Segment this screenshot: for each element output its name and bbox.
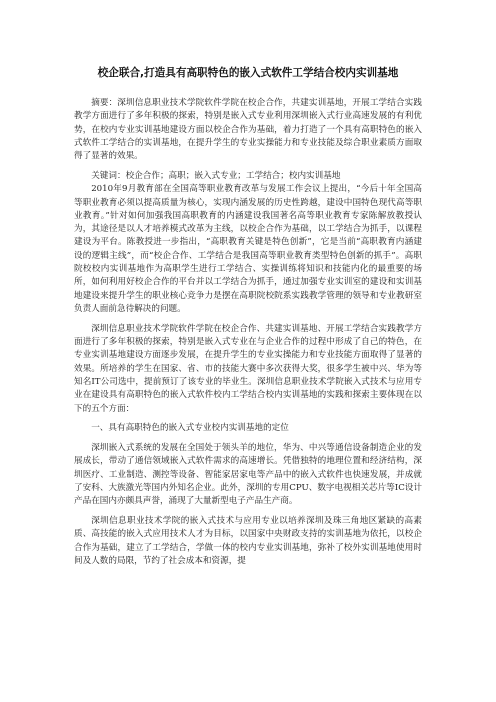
body-paragraph: 2010年9月教育部在全国高等职业教育改革与发展工作会议上提出，“今后十年全国高等职业教育必须以提高质量为核心，实现内涵发展的历史性跨越，建设中国特色现代高等职业教育。”针对如何加强我国高职教育的内涵建设我国著名高等职业教育专家陈解放教授认为，其途径是以人才培养模式改革为主线，以校企合作为基础，以工学结合为抓手，以课程建设为平台。陈教授进一步指出，“高职教育关键是特色创新”，它是当前“高职教育内涵建设的逻辑主线”，而“校企合作、工学结合是我国高等职业教育类型特色创新的抓手”。高职院校校内实训基地作为高职学生进行工学结合、实操训练将知识和技能内化的最重要的场所，如何利用好校企合作的平台并以工学结合为抓手，通过加强专业实训室的建设和实训基地建设来提升学生的职业核心竞争力是摆在高职院校院系实践教学管理的领导和专业教研室负责人面前急待解决的问题。: [74, 184, 422, 314]
body-paragraph: 深圳信息职业技术学院的嵌入式技术与应用专业以培养深圳及珠三角地区紧缺的高素质、高技能的嵌入式应用技术人才为目标，以国家中央财政支持的实训基地为依托，以校企合作为基础，建立了工学结合，学做一体的校内专业实训基地，弥补了校外实训基地使用时间及人数的局限，节约了社会成本和资源，提: [74, 516, 422, 566]
body-paragraph: 深圳信息职业技术学院软件学院在校企合作、共建实训基地、开展工学结合实践教学方面进行了多年积极的探索，特别是嵌入式专业在与企业合作的过程中形成了自己的特色，在专业实训基地建设方面逐步发展，在提升学生的专业实操能力和专业技能方面取得了显著的效果。所培养的学生在国家、省、市的技能大赛中多次获得大奖，很多学生被中兴、华为等知名IT公司选中，提前预订了该专业的毕业生。深圳信息职业技术学院嵌入式技术与应用专业在建设具有高职特色的嵌入式软件校内工学结合校内实训基地的实践和探索主要体现在以下的五个方面：: [74, 323, 422, 414]
body-paragraph: 深圳嵌入式系统的发展在全国处于领头羊的地位，华为、中兴等通信设备制造企业的发展成长，带动了通信领域嵌入式软件需求的高速增长。凭借独特的地理位置和经济结构，深圳医疗、工业制造、测控等设备、智能家居家电等产品中的嵌入式软件也快速发展，并成就了安科、大族激光等国内外知名企业。此外，深圳的专用CPU、数字电视相关芯片等IC设计产品在国内亦颇具声誉，涌现了大量新型电子产品生产商。: [74, 443, 422, 507]
document-title: 校企联合,打造具有高职特色的嵌入式软件工学结合校内实训基地: [97, 67, 399, 79]
section-heading: 一、具有高职特色的嵌入式专业校内实训基地的定位: [91, 423, 289, 434]
document-body: [74, 97, 422, 568]
keywords-paragraph: 关键词：校企合作；高职；嵌入式专业；工学结合；校内实训基地: [91, 170, 341, 181]
abstract-paragraph: 摘要：深圳信息职业技术学院软件学院在校企合作，共建实训基地，开展工学结合实践教学方面进行了多年积极的探索，特别是嵌入式专业利用深圳嵌入式行业高速发展的有利优势，在校内专业实训基地建设方面以校企合作为基础，着力打造了一个具有高职特色的嵌入式软件工学结合的实训基地，在提升学生的专业实操能力和专业技能及综合职业素质方面取得了显著的效果。: [74, 98, 422, 162]
